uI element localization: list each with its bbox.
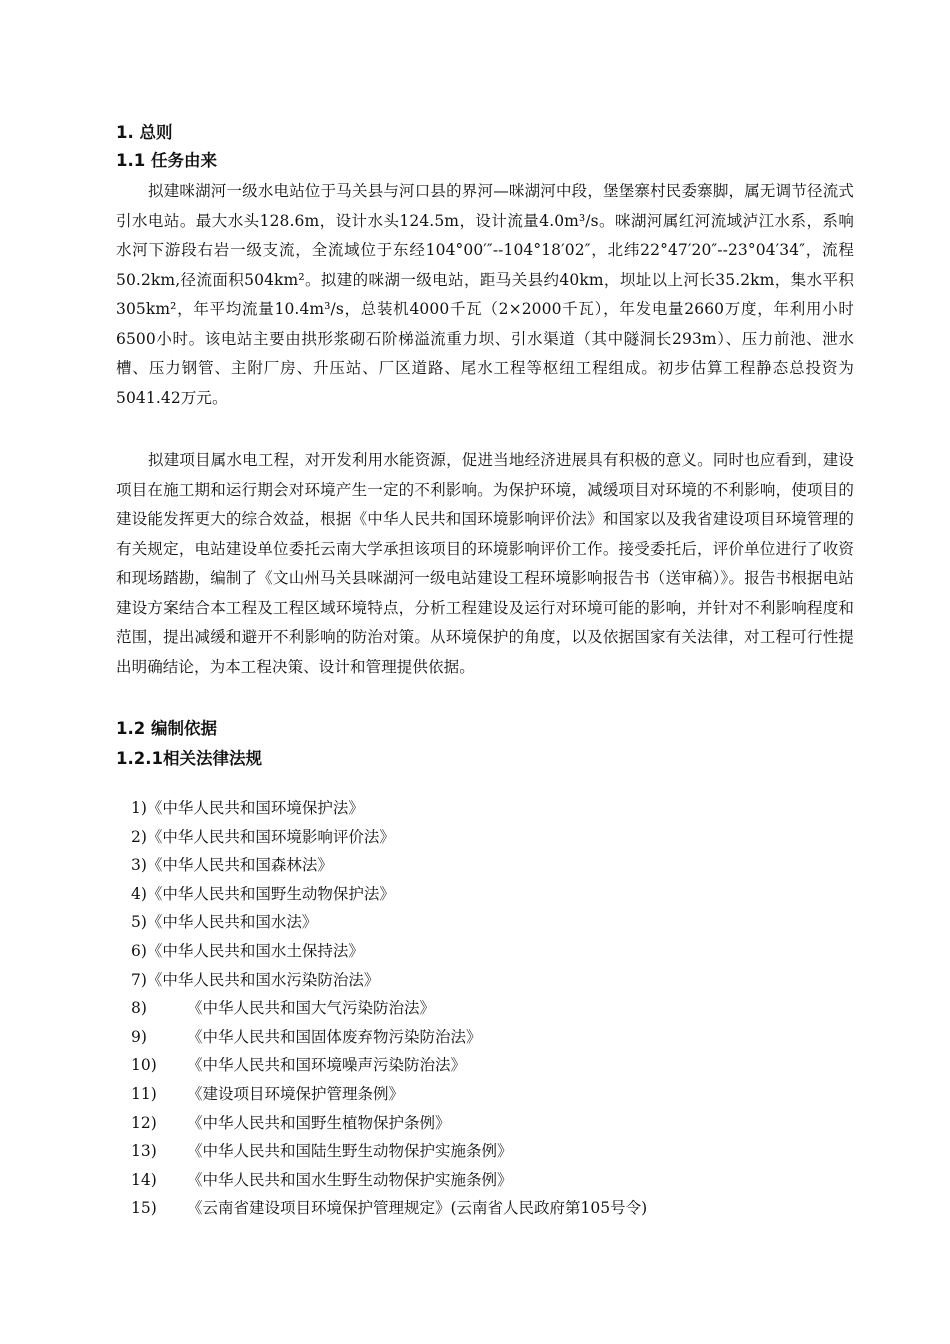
law-list-item [131,1051,647,1080]
law-item-number: 6) [131,941,147,960]
law-list-item [131,966,647,995]
law-item-number: 11) [131,1084,157,1103]
law-list-item [131,1194,647,1223]
law-item-number: 5) [131,913,147,932]
paragraph-project-overview: 拟建咪湖河一级水电站位于马关县与河口县的界河—咪湖河中段，堡堡寨村民委寨脚，属无调节径流式引水电站。最大水头128.6m，设计水头124.5m，设计流量4.0m³/s。咪湖河属红河流域泸江水系，系响水河下游段右岩一级支流，全流域位于东经104°00′″--104°18′02″，北纬22°47′20″--23°04′34″，流程50.2km,径流面积504km²。拟建的咪湖一级电站，距马关县约40km，坝址以上河长35.2km，集水平积305km²，年平均流量10.4m³/s，总装机4000千瓦（2×2000千瓦），年发电量2660万度，年利用小时6500小时。该电站主要由拱形浆砌石阶梯溢流重力坝、引水渠道（其中隧洞长293m）、压力前池、泄水槽、压力钢管、主附厂房、升压站、厂区道路、尾水工程等枢纽工程组成。初步估算工程静态总投资为5041.42万元。 [116,182,854,407]
law-list-item [131,994,647,1023]
law-item-number: 1) [131,799,147,817]
law-item-number: 9) [131,1027,147,1046]
section-heading-laws-regulations: 1.2.1相关法律法规 [116,749,262,768]
section-heading-compilation-basis: 1.2 编制依据 [116,719,217,738]
law-list-item [131,908,647,937]
law-item-title: 《中华人民共和国固体废弃物污染防治法》 [187,1027,482,1046]
law-item-title: 《中华人民共和国森林法》 [146,856,333,875]
law-list-item [131,880,647,909]
law-list-item [131,794,647,823]
law-item-title: 《中华人民共和国水法》 [146,913,318,932]
law-list [131,794,647,1223]
law-item-title: 《云南省建设项目环境保护管理规定》(云南省人民政府第105号令) [187,1199,648,1218]
law-list-item [131,1166,647,1195]
law-item-title: 《建设项目环境保护管理条例》 [187,1084,405,1103]
law-item-number: 12) [131,1113,157,1132]
law-list-item [131,851,647,880]
law-item-title: 《中华人民共和国水土保持法》 [146,941,364,960]
law-list-item [131,823,647,852]
law-item-number: 7) [131,970,147,989]
law-item-title: 《中华人民共和国野生动物保护法》 [146,884,395,903]
law-item-title: 《中华人民共和国环境保护法》 [146,799,364,817]
law-item-number: 13) [131,1142,157,1161]
law-item-title: 《中华人民共和国水污染防治法》 [146,970,380,989]
law-list-item [131,937,647,966]
law-item-title: 《中华人民共和国水生野生动物保护实施条例》 [187,1170,513,1189]
law-list-item [131,1109,647,1138]
law-list-item [131,1023,647,1052]
section-heading-task-origin: 1.1 任务由来 [116,151,217,170]
law-list-item [131,1137,647,1166]
law-item-number: 14) [131,1170,157,1189]
law-item-title: 《中华人民共和国陆生野生动物保护实施条例》 [187,1142,513,1161]
law-item-number: 8) [131,999,147,1018]
law-item-title: 《中华人民共和国环境噪声污染防治法》 [187,1056,467,1075]
law-item-number: 2) [131,827,147,846]
law-item-title: 《中华人民共和国环境影响评价法》 [146,827,395,846]
law-item-number: 15) [131,1199,157,1218]
section-heading-general: 1. 总则 [116,123,173,142]
law-item-number: 10) [131,1056,157,1075]
law-item-number: 4) [131,884,147,903]
law-item-title: 《中华人民共和国野生植物保护条例》 [187,1113,451,1132]
law-item-title: 《中华人民共和国大气污染防治法》 [187,999,436,1018]
law-item-number: 3) [131,856,147,875]
paragraph-assessment-purpose: 拟建项目属水电工程，对开发利用水能资源，促进当地经济进展具有积极的意义。同时也应看到，建设项目在施工期和运行期会对环境产生一定的不利影响。为保护环境，减缓项目对环境的不利影响，使项目的建设能发挥更大的综合效益，根据《中华人民共和国环境影响评价法》和国家以及我省建设项目环境管理的有关规定，电站建设单位委托云南大学承担该项目的环境影响评价工作。接受委托后，评价单位进行了收资和现场踏勘，编制了《文山州马关县咪湖河一级电站建设工程环境影响报告书（送审稿）》。报告书根据电站建设方案结合本工程及工程区域环境特点，分析工程建设及运行对环境可能的影响，并针对不利影响程度和范围，提出减缓和避开不利影响的防治对策。从环境保护的角度，以及依据国家有关法律，对工程可行性提出明确结论，为本工程决策、设计和管理提供依据。 [116,451,854,676]
law-list-item [131,1080,647,1109]
